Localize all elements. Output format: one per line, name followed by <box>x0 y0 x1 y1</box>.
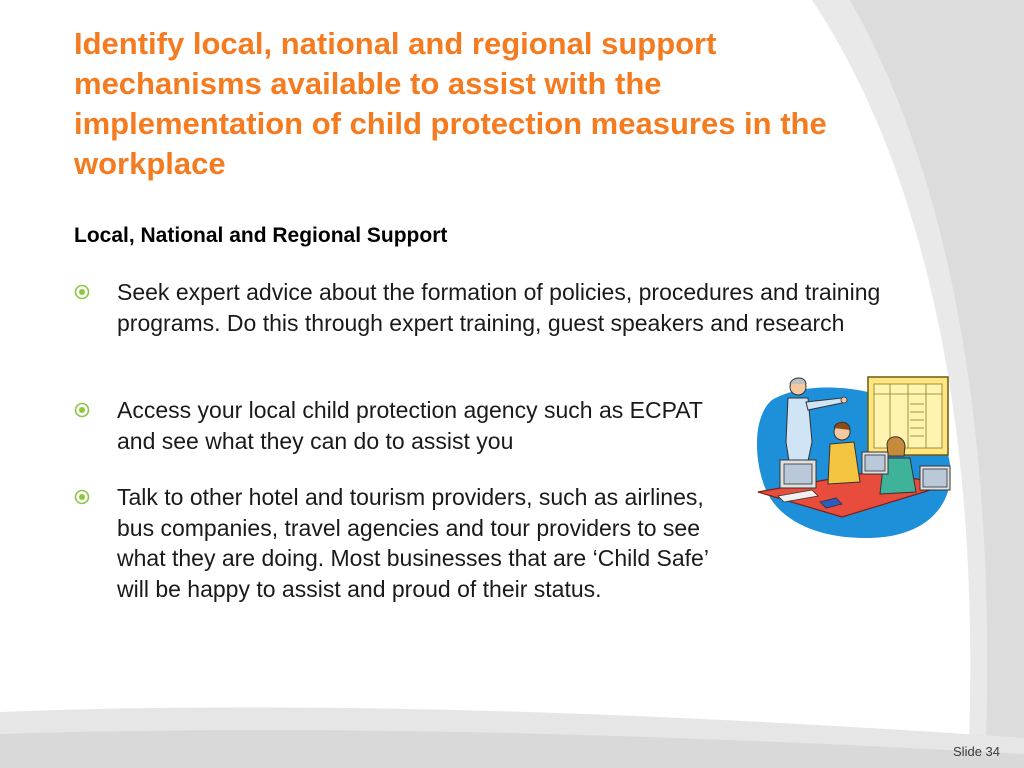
circled-dot-bullet-icon <box>74 284 90 300</box>
bullet-text: Talk to other hotel and tourism providers, such as airlines, bus companies, travel agencies and tour providers to see what they are doing. Most businesses that are ‘Child Safe’ will be happy to assist and proud of their status. <box>117 484 709 602</box>
circled-dot-bullet-icon <box>74 489 90 505</box>
circled-dot-bullet-icon <box>74 402 90 418</box>
slide-title: Identify local, national and regional support mechanisms available to assist with the implementation of child protection measures in the workplace <box>74 26 827 181</box>
bullet-item <box>74 277 897 338</box>
bullet-item <box>74 395 707 456</box>
bullet-text: Access your local child protection agency such as ECPAT and see what they can do to assist you <box>117 397 703 454</box>
slide-number: Slide 34 <box>953 744 1000 759</box>
section-subheading: Local, National and Regional Support <box>74 224 448 247</box>
bullet-item <box>74 482 742 604</box>
bullet-text: Seek expert advice about the formation of policies, procedures and training programs. Do this through expert training, guest speakers and research <box>117 279 881 336</box>
presenter-with-computer-trainees-clipart <box>750 372 960 542</box>
